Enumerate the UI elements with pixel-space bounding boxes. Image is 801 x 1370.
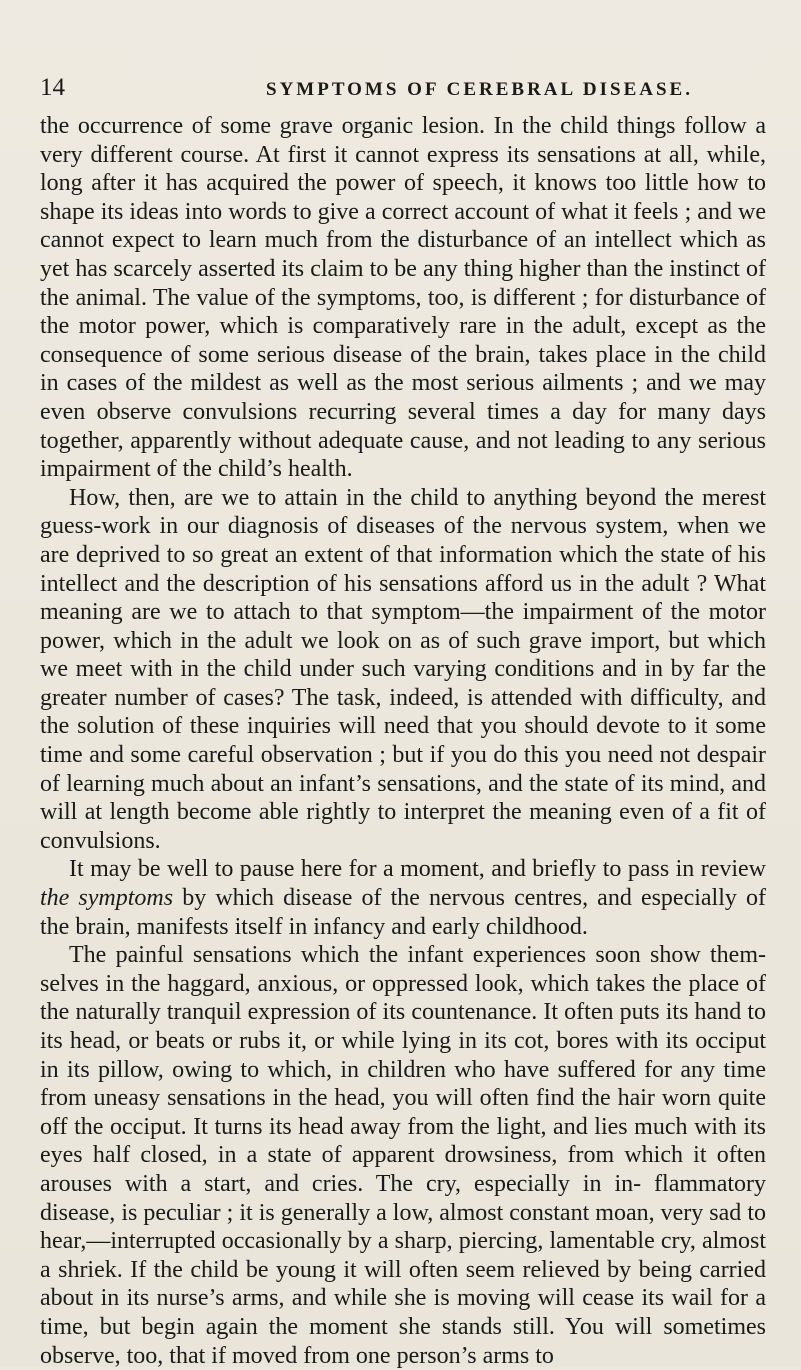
page-number: 14 [40,74,65,101]
review-emphasis: the symptoms [40,885,174,912]
review-text-start: It may be well to pause here for a moment, and briefly to pass in review [69,856,766,883]
body-text [40,112,766,1370]
paragraph-2: How, then, are we to attain in the child to anything beyond the merest guess-work in our diagnosis of diseases of the nervous system, when we are deprived to so great an extent of that information which the state of his intellect and the description of his sensations afford us in the adult ? What meaning are we to attach to that symptom—the impairment of the motor power, which in the adult we look on as of such grave import, but which we meet with in the child under such varying conditions and in by far the greater number of cases? The task, indeed, is attended with difficulty, and the solution of these inquiries will need that you should devote to it some time and some careful observation ; but if you do this you need not despair of learning much about an infant’s sensations, and the state of its mind, and will at length become able rightly to interpret the meaning even of a fit of convulsions. [40,484,766,854]
running-title: SYMPTOMS OF CEREBRAL DISEASE. [266,79,693,100]
paragraph-1: the occurrence of some grave organic lesion. In the child things follow a very different course. At first it cannot express its sensations at all, while, long after it has acquired the power of speech, it knows too little how to shape its ideas into words to give a correct account of what it feels ; and we cannot expect to learn much from the disturbance of an intellect which as yet has scarcely asserted its claim to be any thing higher than the instinct of the animal. The value of the symptoms, too, is different ; for disturbance of the motor power, which is comparatively rare in the adult, except as the consequence of some serious disease of the brain, takes place in the child in cases of the mildest as well as the most serious ailments ; and we may even observe convulsions recurring several times a day for many days together, apparently without adequate cause, and not leading to any serious impairment of the child’s health. [40,113,766,483]
paragraph-4: The painful sensations which the infant experiences soon show them- selves in the haggard, anxious, or oppressed look, which takes the place of the naturally tranquil expression of its countenance. It often puts its hand to its head, or beats or rubs it, or while lying in its cot, bores with its occiput in its pillow, owing to which, in children who have suffered for any time from uneasy sensations in the head, you will often find the hair worn quite off the occiput. It turns its head away from the light, and lies much with its eyes half closed, in a state of apparent drowsiness, from which it often arouses with a start, and cries. The cry, especially in in- flammatory disease, is peculiar ; it is generally a low, almost constant moan, very sad to hear,—interrupted occasionally by a sharp, piercing, lamentable cry, almost a shriek. If the child be young it will often seem relieved by being carried about in its nurse’s arms, and while she is moving will cease its wail for a time, but begin again the moment she stands still. You will sometimes observe, too, that if moved from one person’s arms to [40,942,766,1369]
running-head [40,72,761,112]
paragraph-3 [40,855,766,941]
review-text-end: by which disease of the nervous centres, and especially of the brain, manifests itself in infancy and early childhood. [40,885,766,940]
